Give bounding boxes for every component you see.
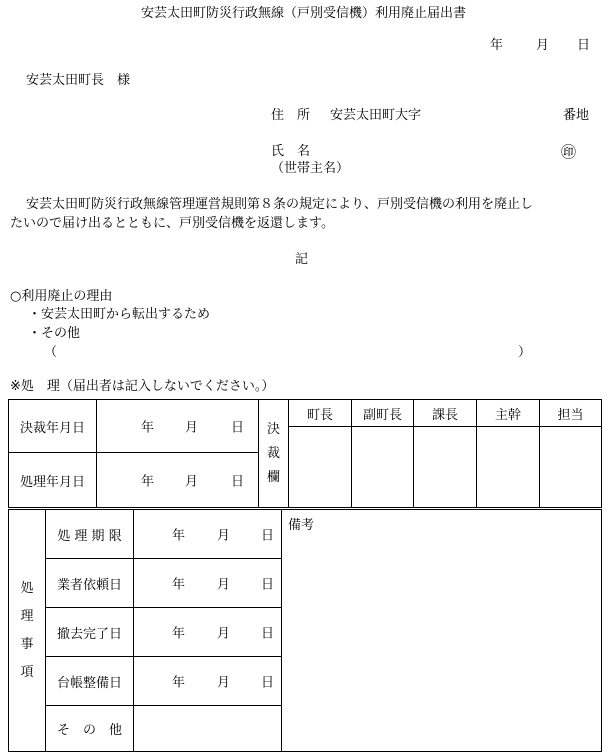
reason-heading: ○利用廃止の理由 [10,289,113,304]
vendor-request-label: 業者依頼日 [46,559,134,608]
decision-table [8,399,602,508]
date-month: 月 [536,38,550,53]
processing-table [8,509,602,752]
deadline-label: 処 理 期 限 [46,510,134,559]
paren-open: （ [44,345,58,360]
approver-stamp-deputy-mayor[interactable] [352,427,414,508]
approver-header-supervisor: 主幹 [477,400,540,427]
remarks-field[interactable] [282,510,602,752]
processing-date-month: 月 [185,474,199,490]
seal-mark: ㊞ [561,143,577,161]
approver-stamp-supervisor[interactable] [477,427,540,508]
decision-date-label: 決裁年月日 [9,400,97,453]
approver-stamp-staff[interactable] [540,427,602,508]
body-text-line1: 安芸太田町防災行政無線管理運営規則第８条の規定により、戸別受信機の利用を廃止し [26,197,534,212]
other-field[interactable] [134,706,282,752]
ledger-update-label: 台帳整備日 [46,657,134,706]
reason-option-other: ・その他 [28,326,81,341]
processing-items-label: 処理事項 [9,510,46,752]
ledger-update-field[interactable] [134,657,282,706]
office-note: ※処 理（届出者は記入しないでください。） [10,379,275,394]
vendor-request-year: 年 [172,577,186,593]
removal-complete-month: 月 [217,626,231,642]
address-suffix: 番地 [563,108,590,123]
approver-header-mayor: 町長 [289,400,352,427]
approver-header-deputy-mayor: 副町長 [352,400,414,427]
household-note: （世帯主名） [271,161,350,176]
deadline-field[interactable] [134,510,282,559]
removal-complete-label: 撤去完了日 [46,608,134,657]
decision-date-month: 月 [185,420,199,436]
approver-header-staff: 担当 [540,400,602,427]
ledger-update-day: 日 [261,675,275,691]
approver-stamp-section-chief[interactable] [414,427,477,508]
reason-option-move-out: ・安芸太田町から転出するため [28,307,211,322]
vendor-request-day: 日 [261,577,275,593]
approver-header-section-chief: 課長 [414,400,477,427]
processing-date-field[interactable] [97,453,259,508]
decision-date-field[interactable] [97,400,259,453]
vendor-request-month: 月 [217,577,231,593]
ledger-update-month: 月 [217,675,231,691]
date-day: 日 [577,38,591,53]
name-label: 氏 名 [271,144,311,159]
address-label: 住 所 [271,108,311,123]
removal-complete-day: 日 [261,626,275,642]
remarks-label: 備考 [288,518,315,533]
processing-date-year: 年 [141,474,155,490]
addressee: 安芸太田町長 様 [26,73,131,88]
decision-date-year: 年 [141,420,155,436]
deadline-month: 月 [217,528,231,544]
address-value: 安芸太田町大字 [330,108,422,123]
ledger-update-year: 年 [172,675,186,691]
document-title: 安芸太田町防災行政無線（戸別受信機）利用廃止届出書 [140,6,466,21]
vendor-request-field[interactable] [134,559,282,608]
removal-complete-field[interactable] [134,608,282,657]
body-text-line2: たいので届け出るとともに、戸別受信機を返還します。 [10,216,334,231]
paren-close: ） [518,345,532,360]
ki-heading: 記 [295,252,309,267]
other-label: そ の 他 [46,706,134,752]
decision-column-label: 決裁欄 [259,400,289,508]
deadline-day: 日 [261,528,275,544]
date-year: 年 [490,38,504,53]
removal-complete-year: 年 [172,626,186,642]
deadline-year: 年 [172,528,186,544]
decision-date-day: 日 [231,420,245,436]
processing-date-label: 処理年月日 [9,453,97,508]
processing-date-day: 日 [231,474,245,490]
approver-stamp-mayor[interactable] [289,427,352,508]
